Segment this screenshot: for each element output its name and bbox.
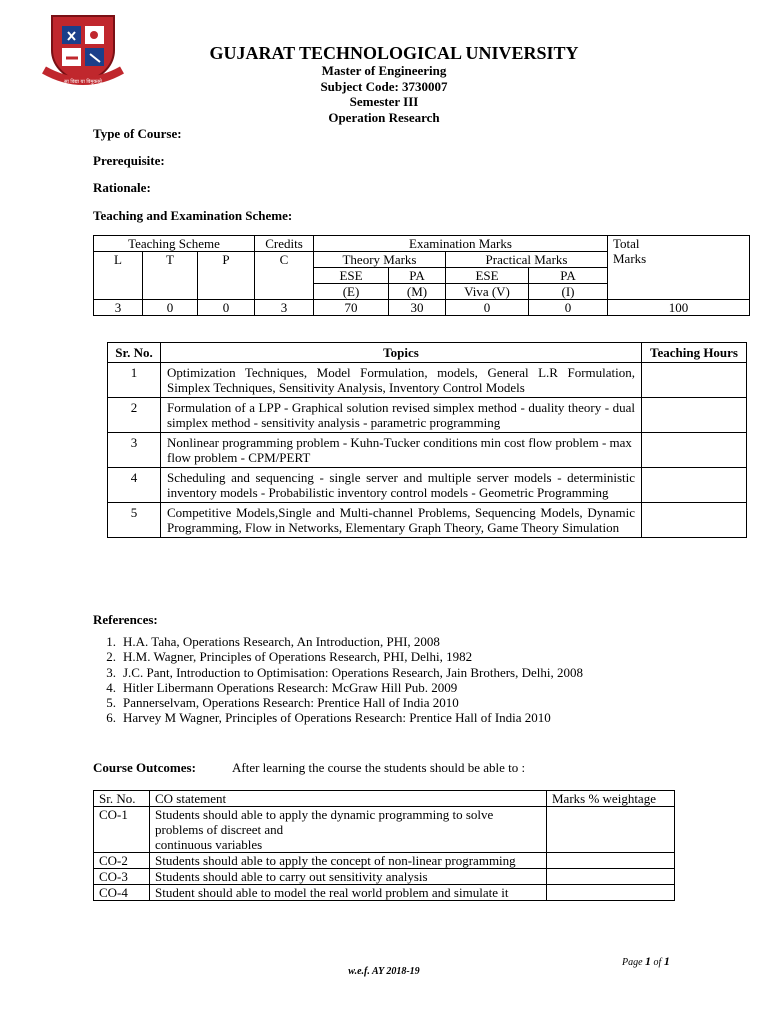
scheme-values-row [94, 300, 750, 316]
topic-sr: 3 [108, 433, 161, 468]
sr-no-header: Sr. No. [108, 343, 161, 363]
ref-text: H.M. Wagner, Principles of Operations Research, PHI, Delhi, 1982 [123, 649, 473, 665]
co-statement: Students should able to carry out sensitivity analysis [150, 869, 547, 885]
table-row [94, 807, 675, 853]
table-row [108, 503, 747, 538]
co-sr: CO-1 [94, 807, 150, 853]
scheme-table [93, 235, 750, 316]
theory-marks-header: Theory Marks [314, 252, 446, 268]
m-subheader: (M) [389, 284, 446, 300]
ese-header: ESE [314, 268, 389, 284]
co-marks [547, 807, 675, 853]
co-marks [547, 885, 675, 901]
topic-hours [642, 363, 747, 398]
list-item [93, 695, 583, 710]
co-sr-header: Sr. No. [94, 791, 150, 807]
topic-text: Formulation of a LPP - Graphical solution revised simplex method - duality theory - dual simplex method - sensitivity analysis - parametric programming [161, 398, 642, 433]
co-statement-header: CO statement [150, 791, 547, 807]
co-statement-line: Students should able to apply the dynamic programming to solve [155, 807, 494, 822]
ref-number: 1. [106, 634, 116, 649]
value-p: 0 [198, 300, 255, 316]
table-row [108, 398, 747, 433]
table-row [94, 853, 675, 869]
e-subheader: (E) [314, 284, 389, 300]
wef-note: w.e.f. AY 2018-19 [348, 966, 420, 977]
value-pa-i: 0 [529, 300, 608, 316]
list-item [93, 710, 583, 725]
topic-text: Scheduling and sequencing - single server and multiple server models - deterministic inventory models - Probabilistic inventory control models - Geometric Programming [161, 468, 642, 503]
value-total: 100 [608, 300, 750, 316]
practical-marks-header: Practical Marks [446, 252, 608, 268]
pa-i-header: PA [529, 268, 608, 284]
ref-text: Harvey M Wagner, Principles of Operations Research: Prentice Hall of India 2010 [123, 710, 551, 726]
list-item [93, 634, 583, 649]
topics-table [107, 342, 747, 538]
ref-number: 6. [106, 710, 116, 726]
page-current: 1 [645, 954, 652, 968]
c-header: C [255, 252, 314, 300]
topic-sr: 5 [108, 503, 161, 538]
scheme-heading: Teaching and Examination Scheme: [93, 208, 293, 223]
value-t: 0 [143, 300, 198, 316]
table-row [94, 885, 675, 901]
prerequisite-label: Prerequisite: [93, 153, 165, 168]
co-marks [547, 853, 675, 869]
table-row [94, 869, 675, 885]
topic-hours [642, 398, 747, 433]
topic-sr: 4 [108, 468, 161, 503]
of-word: of [653, 957, 662, 968]
ref-text: J.C. Pant, Introduction to Optimisation: Operations Research, Jain Brothers, Delhi, 2008 [123, 664, 583, 680]
co-statement: Students should able to apply the concept of non-linear programming [150, 853, 547, 869]
co-statement [150, 807, 547, 853]
table-row [108, 433, 747, 468]
t-header: T [143, 252, 198, 300]
pa-header: PA [389, 268, 446, 284]
course-outcomes-heading: Course Outcomes: [93, 760, 196, 775]
subject-code: Subject Code: 3730007 [320, 79, 448, 94]
l-header: L [94, 252, 143, 300]
ese-viva-header: ESE [446, 268, 529, 284]
topic-sr: 2 [108, 398, 161, 433]
topic-hours [642, 468, 747, 503]
page-word: Page [622, 957, 643, 968]
teaching-scheme-header: Teaching Scheme [94, 236, 255, 252]
teaching-hours-header: Teaching Hours [642, 343, 747, 363]
viva-subheader: Viva (V) [446, 284, 529, 300]
university-title: GUJARAT TECHNOLOGICAL UNIVERSITY [209, 43, 579, 63]
semester: Semester III [349, 94, 419, 109]
page-total: 1 [663, 954, 670, 968]
ref-number: 3. [106, 664, 116, 680]
total-marks-header [608, 236, 750, 300]
ref-number: 5. [106, 695, 116, 711]
co-statement-line: problems of discreet and [155, 822, 284, 837]
topic-hours [642, 503, 747, 538]
credits-header: Credits [255, 236, 314, 252]
type-of-course-label: Type of Course: [93, 126, 182, 141]
list-item [93, 665, 583, 680]
i-subheader: (I) [529, 284, 608, 300]
topic-text: Optimization Techniques, Model Formulation, models, General L.R Formulation, Simplex Techniques, Sensitivity Analysis, Inventory Control Models [161, 363, 642, 398]
value-pa: 30 [389, 300, 446, 316]
co-statement-line: continuous variables [155, 837, 263, 852]
ref-number: 4. [106, 679, 116, 695]
topic-text: Nonlinear programming problem - Kuhn-Tucker conditions min cost flow problem - max flow problem - CPM/PERT [161, 433, 642, 468]
value-viva: 0 [446, 300, 529, 316]
exam-marks-header: Examination Marks [314, 236, 608, 252]
topic-sr: 1 [108, 363, 161, 398]
co-sr: CO-2 [94, 853, 150, 869]
ref-text: Hitler Libermann Operations Research: McGraw Hill Pub. 2009 [123, 679, 458, 695]
co-statement: Student should able to model the real world problem and simulate it [150, 885, 547, 901]
list-item [93, 649, 583, 664]
ref-text: H.A. Taha, Operations Research, An Introduction, PHI, 2008 [123, 634, 440, 649]
topic-text: Competitive Models,Single and Multi-channel Problems, Sequencing Models, Dynamic Programming, Flow in Networks, Elementary Graph Theory, Game Theory Simulation [161, 503, 642, 538]
references-heading: References: [93, 612, 158, 627]
value-c: 3 [255, 300, 314, 316]
course-outcomes-table [93, 790, 675, 901]
value-l: 3 [94, 300, 143, 316]
ref-text: Pannerselvam, Operations Research: Prentice Hall of India 2010 [123, 695, 459, 711]
topic-hours [642, 433, 747, 468]
co-sr: CO-3 [94, 869, 150, 885]
p-header: P [198, 252, 255, 300]
total-label: Total [613, 236, 640, 251]
references-list [93, 634, 583, 726]
program-name: Master of Engineering [321, 63, 447, 78]
marks-label: Marks [613, 251, 647, 266]
rationale-label: Rationale: [93, 180, 151, 195]
list-item [93, 680, 583, 695]
table-row [108, 468, 747, 503]
topics-header: Topics [161, 343, 642, 363]
ref-number: 2. [106, 649, 116, 665]
course-outcomes-intro: After learning the course the students should be able to : [232, 760, 526, 775]
table-row [108, 363, 747, 398]
logo-motto: सा विद्या या विमुक्तये [64, 79, 102, 85]
co-marks [547, 869, 675, 885]
value-ese: 70 [314, 300, 389, 316]
co-sr: CO-4 [94, 885, 150, 901]
co-marks-header: Marks % weightage [547, 791, 675, 807]
subject-name: Operation Research [328, 110, 440, 125]
